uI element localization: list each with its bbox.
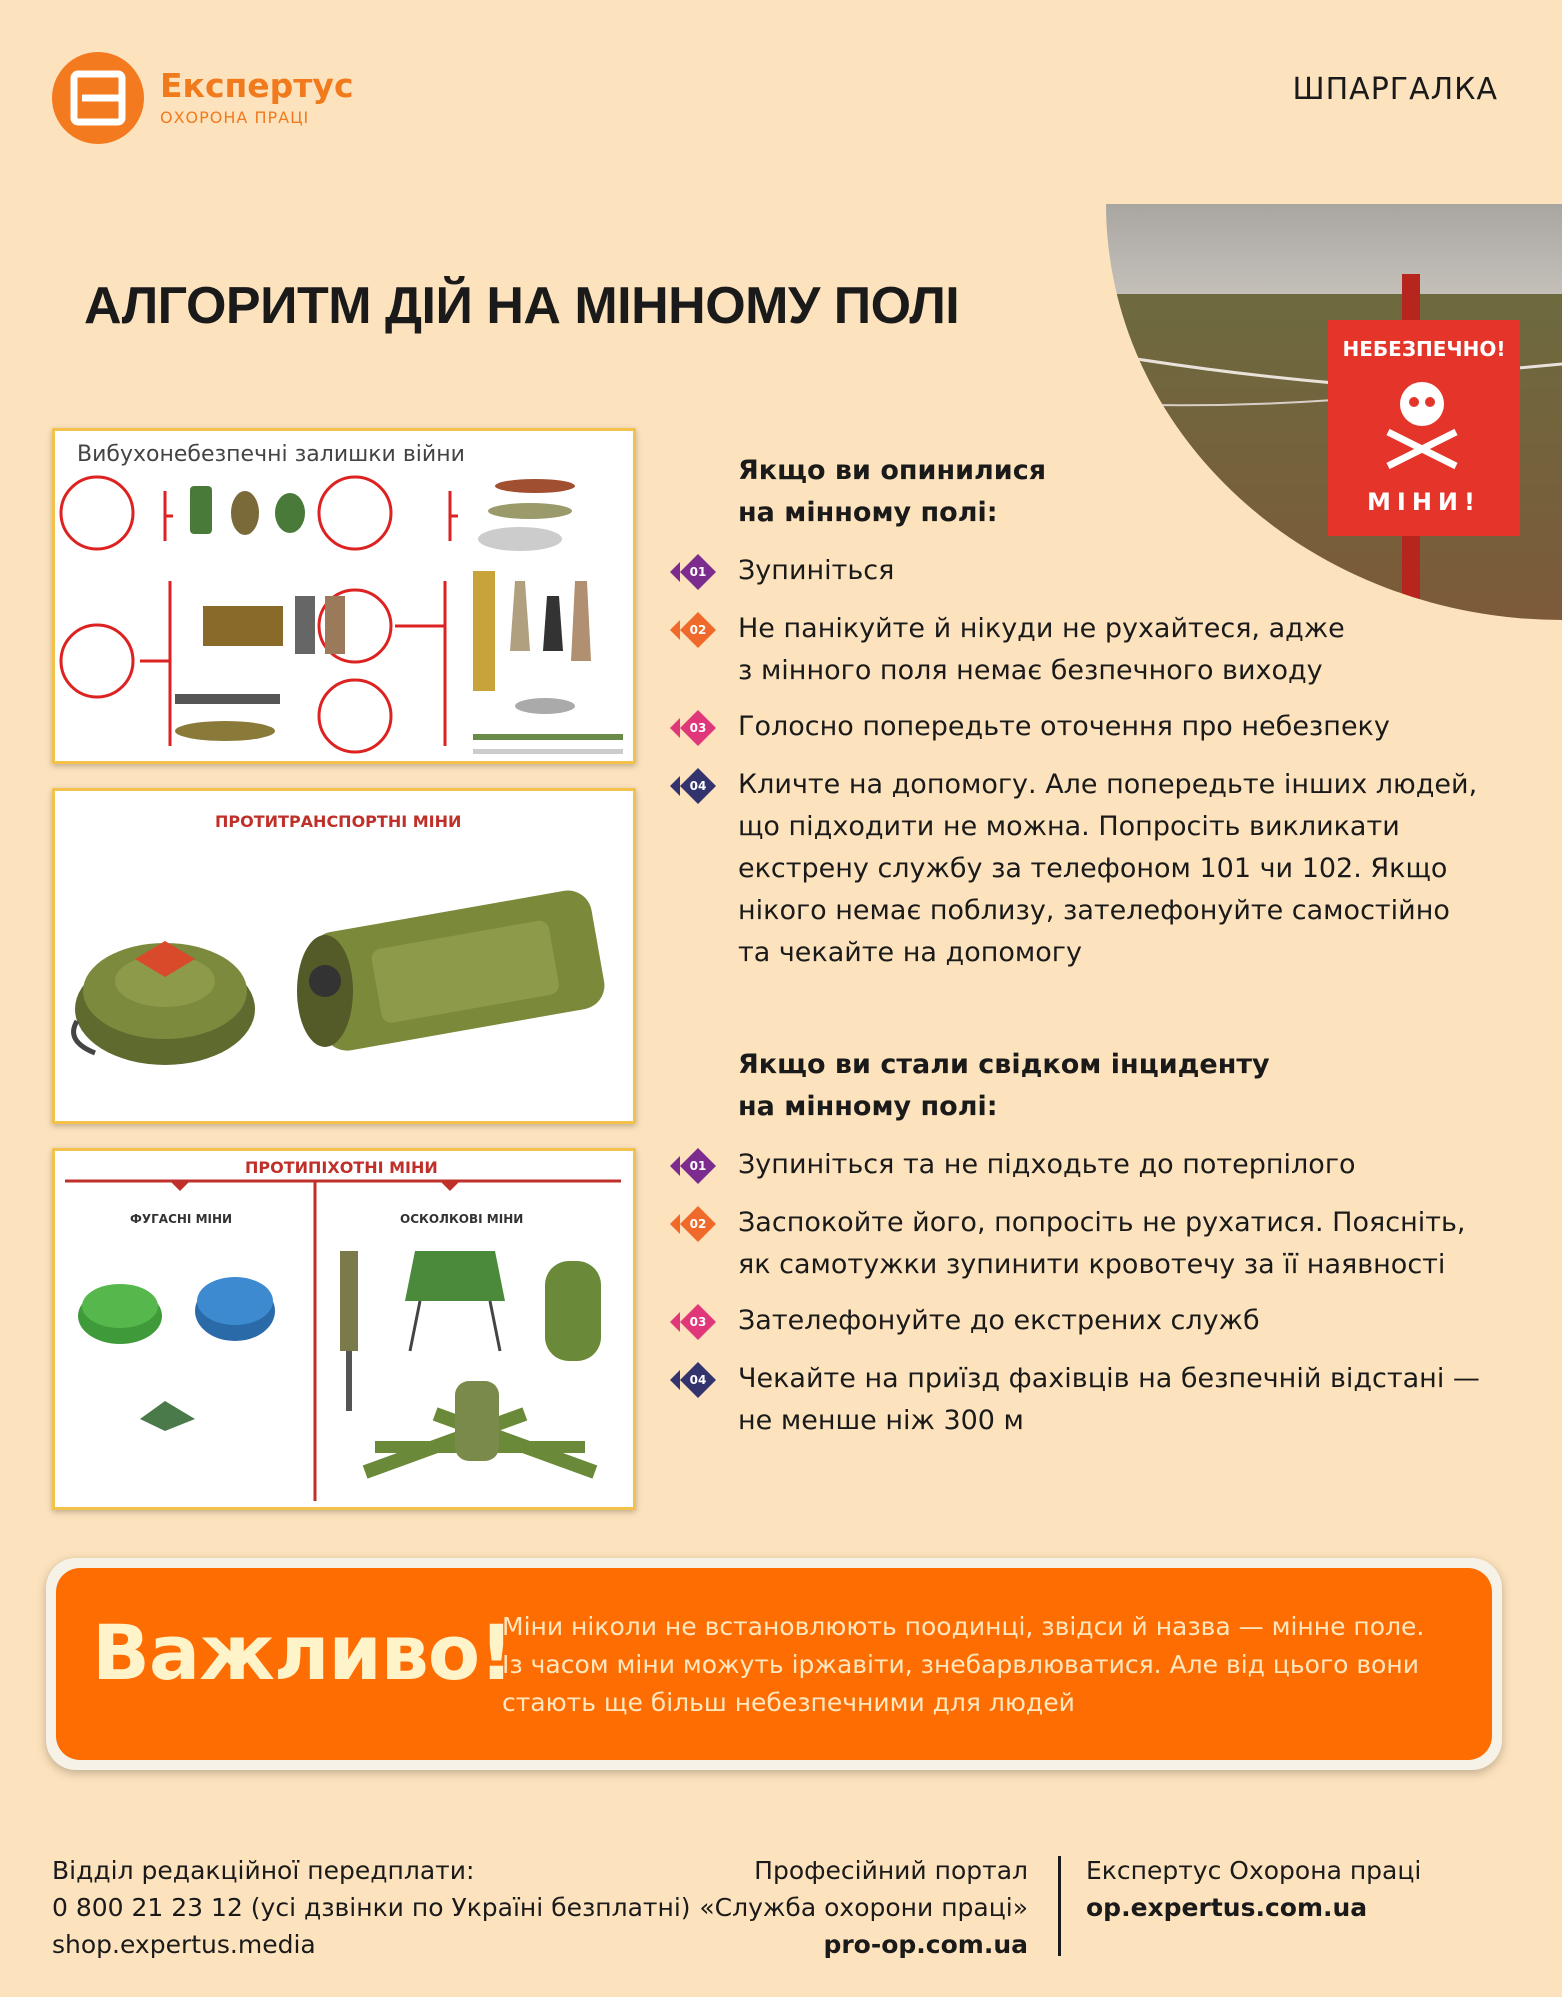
step-text: Голосно попередьте оточення про небезпеку <box>738 711 1390 742</box>
panel-erw-title: Вибухонебезпечні залишки війни <box>77 442 465 467</box>
footer-portal: Професійний портал «Служба охорони праці» pro-op.com.ua <box>699 1852 1028 1963</box>
step-badge-icon <box>668 768 716 804</box>
step-text: Чекайте на приїзд фахівців на безпечній відстані — <box>738 1363 1480 1394</box>
step-badge-icon <box>668 612 716 648</box>
panel-antitank-title: ПРОТИТРАНСПОРТНІ МІНИ <box>215 812 462 831</box>
svg-text:04: 04 <box>689 779 707 793</box>
panel-ap-right-label: ОСКОЛКОВІ МІНИ <box>400 1212 524 1226</box>
footer-subscription: Відділ редакційної передплати: 0 800 21 23 12 (усі дзвінки по Україні безплатні) shop.expertus.media <box>52 1852 691 1963</box>
page-title: АЛГОРИТМ ДІЙ НА МІННОМУ ПОЛІ <box>84 277 960 335</box>
sign-text-top: НЕБЕЗПЕЧНО! <box>1342 337 1506 361</box>
footer-phone[interactable]: 0 800 21 23 12 (усі дзвінки по Україні безплатні) <box>52 1893 691 1922</box>
step-text: Заспокойте його, попросіть не рухатися. Поясніть, <box>738 1207 1466 1238</box>
step-text: Не панікуйте й нікуди не рухайтеся, адже <box>738 613 1345 644</box>
brand-logo-icon <box>52 52 144 144</box>
svg-text:02: 02 <box>689 623 707 637</box>
footer-brand: Експертус Охорона праці op.expertus.com.ua <box>1086 1852 1421 1926</box>
step-text: з мінного поля немає безпечного виходу <box>738 655 1323 686</box>
brand-subtitle: ОХОРОНА ПРАЦІ <box>160 108 310 127</box>
footer-portal-link[interactable]: pro-op.com.ua <box>823 1930 1028 1959</box>
footer-divider <box>1058 1856 1061 1956</box>
panel-antipersonnel-mines <box>52 1148 636 1510</box>
step-text: Зупиніться та не підходьте до потерпілого <box>738 1149 1356 1180</box>
footer-brand-link[interactable]: op.expertus.com.ua <box>1086 1893 1368 1922</box>
brand-name: Експертус <box>160 66 354 105</box>
step-text: та чекайте на допомогу <box>738 937 1082 968</box>
footer-shop-link[interactable]: shop.expertus.media <box>52 1930 316 1959</box>
step-badge-icon <box>668 710 716 746</box>
svg-text:03: 03 <box>689 721 707 735</box>
sign-text-bottom: МІНИ! <box>1367 488 1481 516</box>
svg-text:01: 01 <box>689 565 707 579</box>
step-badge-icon <box>668 1304 716 1340</box>
step-text: що підходити не можна. Попросіть викликати <box>738 811 1400 842</box>
step-badge-icon <box>668 554 716 590</box>
svg-text:02: 02 <box>689 1217 707 1231</box>
important-text: Міни ніколи не встановлюють поодинці, звідси й назва — мінне поле. Із часом міни можуть іржавіти, знебарвлюватися. Але від цього вони стають ще більш небезпечними для людей <box>502 1612 1425 1717</box>
step-text: Зателефонуйте до екстрених служб <box>738 1305 1260 1336</box>
svg-text:04: 04 <box>689 1373 707 1387</box>
step-text: нікого немає поблизу, зателефонуйте самостійно <box>738 895 1450 926</box>
document-type: ШПАРГАЛКА <box>1292 72 1498 107</box>
step-text: Кличте на допомогу. Але попередьте інших людей, <box>738 769 1478 800</box>
step-badge-icon <box>668 1362 716 1398</box>
step-badge-icon <box>668 1206 716 1242</box>
panel-antitank-mines <box>52 788 636 1124</box>
panel-ap-left-label: ФУГАСНІ МІНИ <box>130 1212 233 1226</box>
step-badge-icon <box>668 1148 716 1184</box>
panel-ap-title: ПРОТИПІХОТНІ МІНИ <box>245 1158 438 1177</box>
svg-text:01: 01 <box>689 1159 707 1173</box>
section1-heading: Якщо ви опинилися на мінному полі: <box>738 455 1047 528</box>
section2-heading: Якщо ви стали свідком інциденту на мінному полі: <box>738 1049 1270 1122</box>
important-heading: Важливо! <box>92 1608 513 1697</box>
svg-text:03: 03 <box>689 1315 707 1329</box>
step-text: як самотужки зупинити кровотечу за її наявності <box>738 1249 1446 1280</box>
step-text: екстрену службу за телефоном 101 чи 102. Якщо <box>738 853 1448 884</box>
step-text: Зупиніться <box>738 555 895 586</box>
step-text: не менше ніж 300 м <box>738 1405 1024 1436</box>
panel-explosive-remnants <box>52 428 636 764</box>
